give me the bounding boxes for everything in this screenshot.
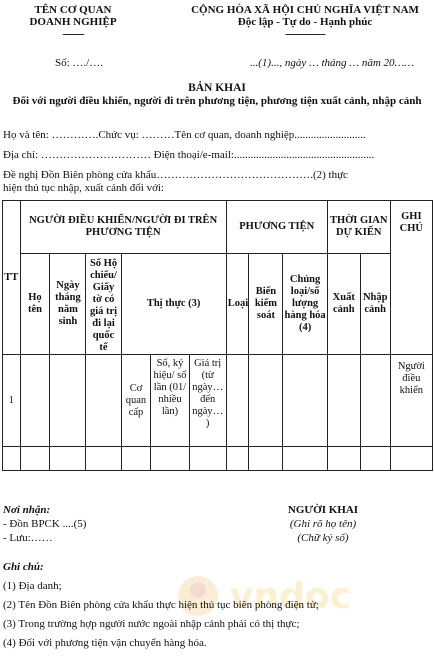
passport-header: Số Hộ chiếu/ Giấy tờ có giá trị đi lại quốc tế (86, 254, 121, 355)
row-2-cell (189, 447, 226, 471)
row-1-name (20, 355, 50, 447)
national-header (180, 4, 430, 40)
row-1-passport (86, 355, 121, 447)
watermark-logo (170, 568, 390, 624)
row-2-tt (3, 447, 21, 471)
row-2-cell (226, 447, 249, 471)
row-2-cell (360, 447, 390, 471)
recipient-1: - Đồn BPCK ....(5) (3, 518, 87, 530)
visa-issuer-cell: Cơ quan cấp (121, 355, 151, 447)
note-2: (2) Tên Đồn Biên phòng cửa khẩu thực hiện thủ tục biên phòng điện tử; (3, 599, 319, 611)
country-name: CỘNG HÒA XÃ HỘI CHỦ NGHĨA VIỆT NAM (191, 4, 419, 16)
vehicle-type-header: Loại (226, 254, 249, 355)
note-3: (3) Trong trường hợp người nước ngoài nhập cảnh phải có thị thực; (3, 618, 300, 630)
declarant-label: NGƯỜI KHAI (287, 504, 359, 516)
visa-number-cell: Số, ký hiệu/ số lần (01/ nhiều lần) (151, 355, 189, 447)
recipients-label: Nơi nhận: (3, 504, 51, 516)
agency-line2: DOANH NGHIỆP (29, 16, 117, 28)
note-1: (1) Địa danh; (3, 580, 62, 592)
row-2-cell (20, 447, 50, 471)
name-header: Họ tên (20, 254, 50, 355)
row-1-type (226, 355, 249, 447)
note-4: (4) Đối với phương tiện vận chuyển hàng hóa. (3, 637, 207, 649)
row-2-cell (121, 447, 151, 471)
row-2-note (390, 447, 432, 471)
row-2-cell (327, 447, 360, 471)
plate-header: Biển kiểm soát (249, 254, 283, 355)
document-title: BẢN KHAI (188, 82, 246, 94)
motto-divider: --------------- (285, 28, 325, 40)
watermark-text: vndoc (230, 576, 351, 617)
note-header: GHI CHÚ (390, 201, 432, 355)
notes-label: Ghi chú: (3, 561, 44, 573)
entry-header: Nhập cảnh (360, 254, 390, 355)
vehicle-group-header: PHƯƠNG TIỆN (226, 201, 327, 254)
visa-header: Thị thực (3) (121, 254, 226, 355)
declarant-signature-hint: (Chữ ký số) (297, 532, 349, 544)
request-line-1: Đề nghị Đồn Biên phòng cửa khẩu…………………………………….(2) thực (3, 169, 348, 181)
row-1-tt: 1 (3, 355, 21, 447)
declaration-table (2, 200, 433, 471)
row-1-plate (249, 355, 283, 447)
cargo-header: Chủng loại/số lượng hàng hóa (4) (283, 254, 327, 355)
recipient-2: - Lưu:…… (3, 532, 53, 544)
document-subtitle: Đối với người điều khiển, người đi trên phương tiện, phương tiện xuất cảnh, nhập cảnh (12, 95, 422, 107)
dob-header: Ngày tháng năm sinh (50, 254, 86, 355)
row-2-cell (86, 447, 121, 471)
place-date: ...(1)..., ngày … tháng … năm 20…… (250, 57, 415, 69)
address-field-line: Địa chỉ: ………………………… Điện thoại/e-mail:................................................... (3, 149, 375, 161)
col-tt-header: TT (3, 201, 21, 355)
row-1-exit (327, 355, 360, 447)
document-number: Số: …./…. (55, 57, 103, 69)
agency-line1: TÊN CƠ QUAN (34, 4, 112, 16)
row-1-dob (50, 355, 86, 447)
row-1-entry (360, 355, 390, 447)
row-1-note: Người điều khiển (390, 355, 432, 447)
row-2-cell (50, 447, 86, 471)
row-2-cell (249, 447, 283, 471)
time-group-header: THỜI GIAN DỰ KIẾN (327, 201, 390, 254)
declarant-name-hint: (Ghi rõ họ tên) (289, 518, 357, 530)
visa-validity-cell: Giá trị (từ ngày… đến ngày… ) (189, 355, 226, 447)
agency-divider: -------- (62, 28, 84, 40)
request-line-2: hiện thủ tục nhập, xuất cảnh đối với: (3, 182, 165, 194)
name-field-line: Họ và tên: ………….Chức vụ: ………Tên cơ quan, doanh nghiệp.......................... (3, 129, 366, 141)
row-2-cell (283, 447, 327, 471)
row-1-cargo (283, 355, 327, 447)
national-motto: Độc lập - Tự do - Hạnh phúc (237, 16, 373, 28)
row-2-cell (151, 447, 189, 471)
exit-header: Xuất cảnh (327, 254, 360, 355)
agency-header (18, 4, 128, 40)
people-group-header: NGƯỜI ĐIỀU KHIỂN/NGƯỜI ĐI TRÊN PHƯƠNG TIỆN (20, 201, 226, 254)
